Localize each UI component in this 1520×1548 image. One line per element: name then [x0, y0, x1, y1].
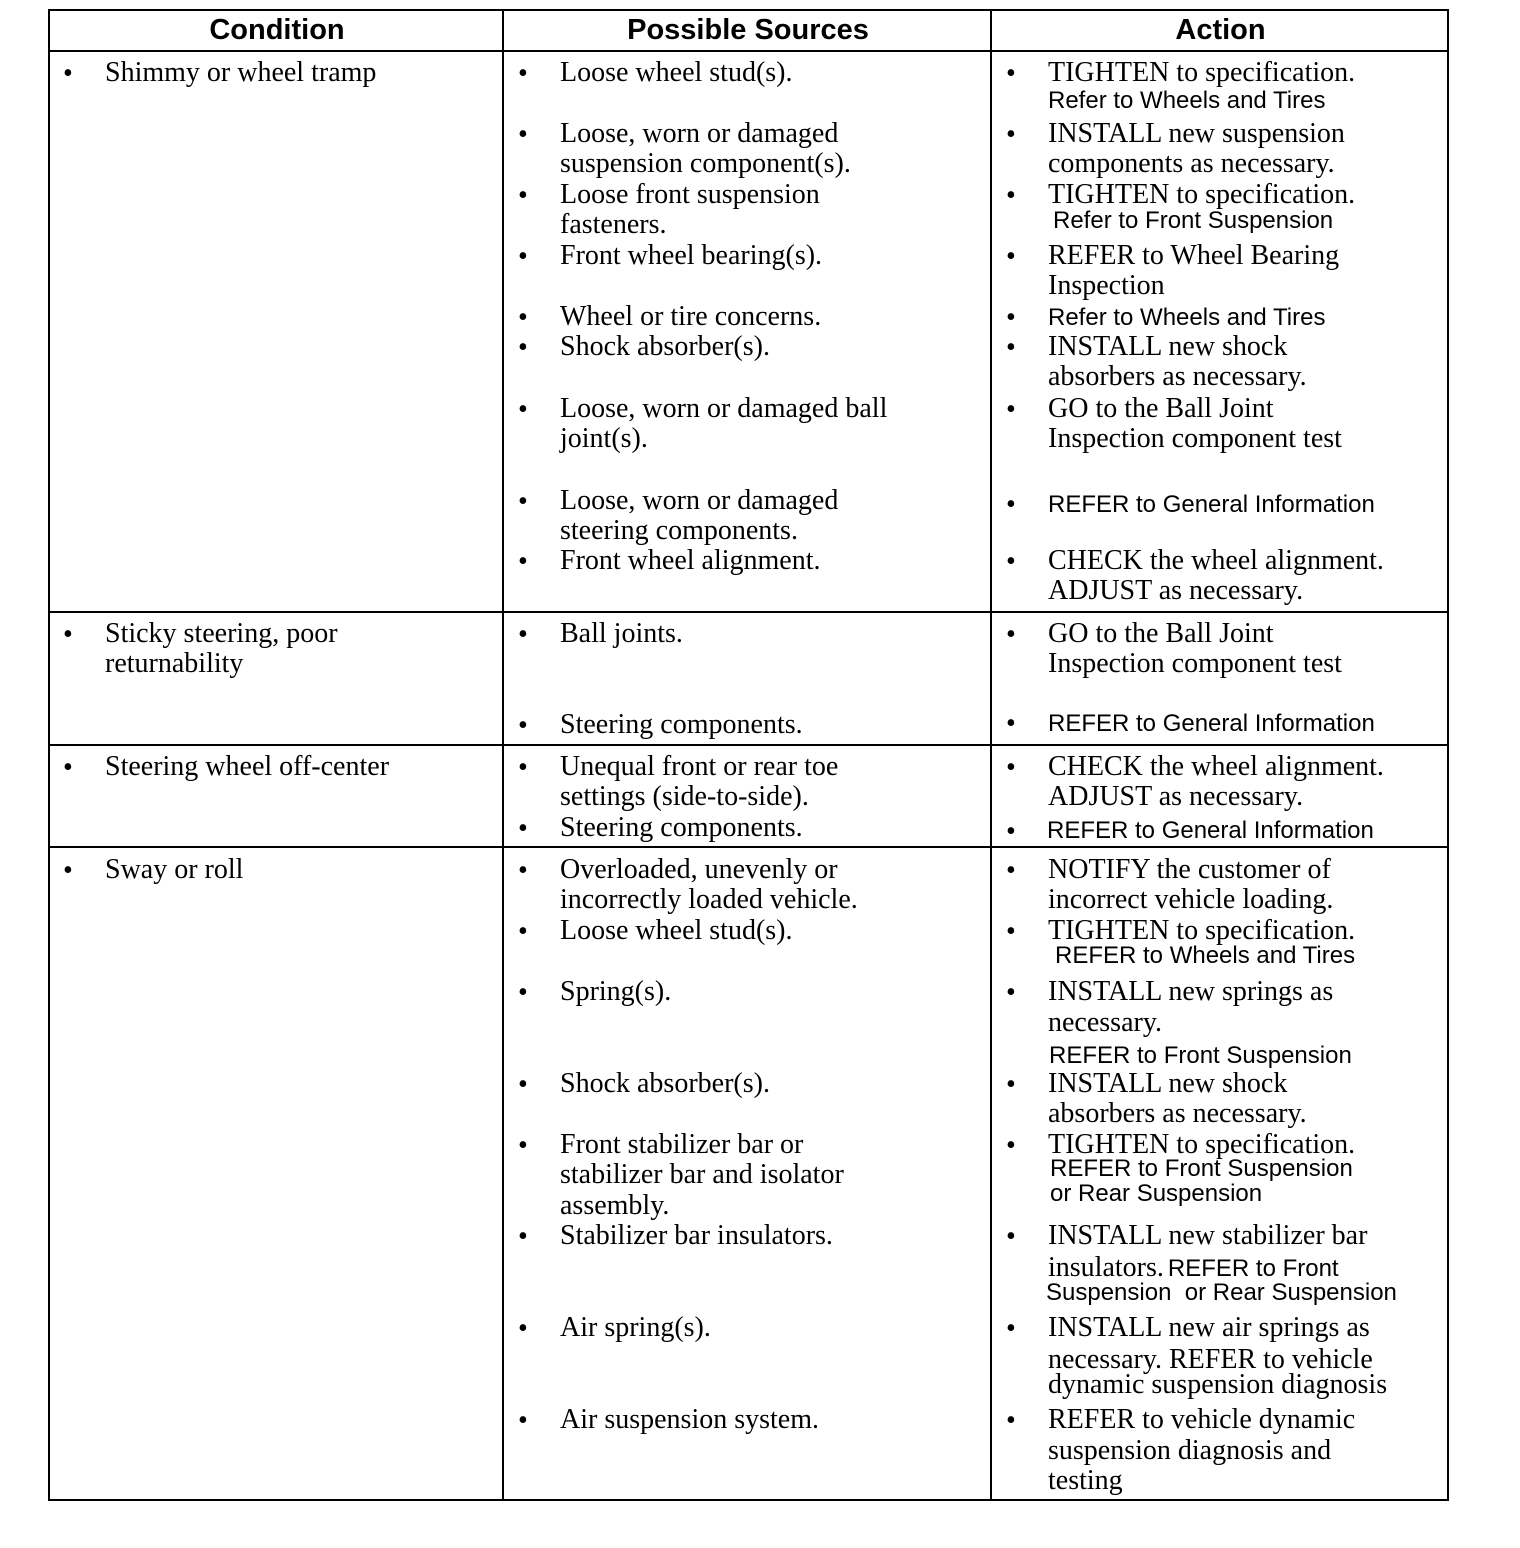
source-text: settings (side-to-side).	[560, 781, 809, 812]
row-divider	[48, 744, 1449, 746]
source-text: Air spring(s).	[560, 1312, 711, 1343]
bullet: •	[518, 752, 528, 783]
source-text: Loose front suspension	[560, 179, 820, 210]
condition-text: Sticky steering, poor	[105, 618, 338, 649]
bullet: •	[1006, 394, 1016, 425]
action-text: dynamic suspension diagnosis	[1048, 1369, 1388, 1400]
bullet: •	[1006, 1069, 1016, 1100]
bullet: •	[518, 1069, 528, 1100]
condition-text: Shimmy or wheel tramp	[105, 57, 377, 88]
source-text: Loose wheel stud(s).	[560, 57, 793, 88]
source-text: joint(s).	[560, 423, 648, 454]
bullet: •	[63, 58, 73, 89]
action-reference: Refer to Front Suspension	[1053, 207, 1334, 234]
column-divider	[990, 9, 992, 1501]
bullet: •	[1006, 180, 1016, 211]
header-condition: Condition	[209, 14, 345, 46]
bullet: •	[1006, 489, 1016, 520]
source-text: Overloaded, unevenly or	[560, 854, 838, 885]
condition-text: returnability	[105, 648, 244, 679]
source-text: Steering components.	[560, 812, 803, 843]
action-text: components as necessary.	[1048, 148, 1335, 179]
bullet: •	[1006, 977, 1016, 1008]
bullet: •	[518, 241, 528, 272]
action-text: Inspection	[1048, 270, 1165, 301]
action-reference: Suspension or Rear Suspension	[1046, 1279, 1397, 1306]
bullet: •	[1006, 1405, 1016, 1436]
source-text: Unequal front or rear toe	[560, 751, 839, 782]
action-text: CHECK the wheel alignment.	[1048, 751, 1384, 782]
action-text: Inspection component test	[1048, 648, 1342, 679]
action-text: TIGHTEN to specification.	[1048, 179, 1356, 210]
action-text: insulators.	[1048, 1252, 1164, 1283]
bullet: •	[1006, 546, 1016, 577]
bullet: •	[518, 546, 528, 577]
action-text: Inspection component test	[1048, 423, 1342, 454]
source-text: fasteners.	[560, 209, 667, 240]
bullet: •	[518, 710, 528, 741]
bullet: •	[1006, 619, 1016, 650]
bullet: •	[518, 486, 528, 517]
action-text: incorrect vehicle loading.	[1048, 884, 1334, 915]
bullet: •	[1006, 1221, 1016, 1252]
bullet: •	[518, 619, 528, 650]
source-text: Loose, worn or damaged	[560, 118, 839, 149]
action-text: ADJUST as necessary.	[1048, 575, 1304, 606]
action-reference: REFER to General Information	[1048, 491, 1375, 518]
condition-text: Steering wheel off-center	[105, 751, 390, 782]
action-text: INSTALL new springs as	[1048, 976, 1334, 1007]
source-text: steering components.	[560, 515, 798, 546]
bullet: •	[518, 58, 528, 89]
source-text: Ball joints.	[560, 618, 683, 649]
action-text: INSTALL new suspension	[1048, 118, 1345, 149]
table-border-left	[48, 9, 50, 1501]
bullet: •	[1006, 752, 1016, 783]
bullet: •	[1006, 332, 1016, 363]
action-text: INSTALL new stabilizer bar	[1048, 1220, 1368, 1251]
action-text: INSTALL new shock	[1048, 331, 1288, 362]
header-action: Action	[1175, 14, 1266, 46]
action-text: suspension diagnosis and	[1048, 1435, 1332, 1466]
header-divider	[48, 50, 1449, 52]
bullet: •	[1006, 855, 1016, 886]
source-text: Steering components.	[560, 709, 803, 740]
bullet: •	[1006, 816, 1016, 847]
action-text: REFER to vehicle dynamic	[1048, 1404, 1356, 1435]
action-reference: REFER to General Information	[1048, 710, 1375, 737]
table-border-bottom	[48, 1499, 1449, 1501]
bullet: •	[1006, 1313, 1016, 1344]
bullet: •	[518, 394, 528, 425]
source-text: Shock absorber(s).	[560, 1068, 770, 1099]
action-text: TIGHTEN to specification.	[1048, 57, 1356, 88]
source-text: incorrectly loaded vehicle.	[560, 884, 858, 915]
bullet: •	[518, 813, 528, 844]
bullet: •	[518, 1405, 528, 1436]
source-text: assembly.	[560, 1190, 670, 1221]
action-reference: Refer to Wheels and Tires	[1048, 304, 1326, 331]
action-reference: REFER to Front Suspension	[1050, 1155, 1353, 1182]
bullet: •	[1006, 119, 1016, 150]
action-text: REFER to Wheel Bearing	[1048, 240, 1340, 271]
bullet: •	[63, 619, 73, 650]
action-text: necessary. REFER to vehicle	[1048, 1344, 1373, 1375]
column-divider	[502, 9, 504, 1501]
source-text: Loose, worn or damaged ball	[560, 393, 888, 424]
bullet: •	[1006, 58, 1016, 89]
source-text: stabilizer bar and isolator	[560, 1159, 844, 1190]
action-reference: REFER to Wheels and Tires	[1055, 942, 1356, 969]
bullet: •	[1006, 1130, 1016, 1161]
source-text: Shock absorber(s).	[560, 331, 770, 362]
bullet: •	[518, 1221, 528, 1252]
source-text: Spring(s).	[560, 976, 672, 1007]
table-border-right	[1447, 9, 1449, 1501]
action-text: CHECK the wheel alignment.	[1048, 545, 1384, 576]
action-text: necessary.	[1048, 1007, 1163, 1038]
bullet: •	[518, 332, 528, 363]
source-text: Front stabilizer bar or	[560, 1129, 804, 1160]
bullet: •	[1006, 708, 1016, 739]
source-text: Front wheel alignment.	[560, 545, 821, 576]
bullet: •	[1006, 302, 1016, 333]
bullet: •	[518, 119, 528, 150]
action-reference: REFER to Front Suspension	[1049, 1042, 1352, 1069]
row-divider	[48, 846, 1449, 848]
action-reference: REFER to General Information	[1047, 817, 1374, 844]
bullet: •	[518, 302, 528, 333]
source-text: Stabilizer bar insulators.	[560, 1220, 833, 1251]
row-divider	[48, 611, 1449, 613]
bullet: •	[518, 916, 528, 947]
source-text: Front wheel bearing(s).	[560, 240, 823, 271]
action-text: GO to the Ball Joint	[1048, 393, 1274, 424]
bullet: •	[63, 855, 73, 886]
bullet: •	[518, 855, 528, 886]
action-text: INSTALL new shock	[1048, 1068, 1288, 1099]
action-text: absorbers as necessary.	[1048, 1098, 1307, 1129]
action-reference: or Rear Suspension	[1050, 1180, 1263, 1207]
header-possible-sources: Possible Sources	[627, 14, 869, 46]
action-text: INSTALL new air springs as	[1048, 1312, 1370, 1343]
action-reference: Refer to Wheels and Tires	[1048, 87, 1326, 114]
action-reference: REFER to Front	[1167, 1255, 1339, 1282]
action-text: GO to the Ball Joint	[1048, 618, 1274, 649]
source-text: suspension component(s).	[560, 148, 851, 179]
bullet: •	[518, 977, 528, 1008]
condition-text: Sway or roll	[105, 854, 244, 885]
source-text: Air suspension system.	[560, 1404, 819, 1435]
bullet: •	[518, 180, 528, 211]
action-text: testing	[1048, 1465, 1123, 1496]
action-text: TIGHTEN to specification.	[1048, 1129, 1356, 1160]
source-text: Wheel or tire concerns.	[560, 301, 822, 332]
bullet: •	[1006, 916, 1016, 947]
bullet: •	[63, 752, 73, 783]
bullet: •	[518, 1313, 528, 1344]
action-text: ADJUST as necessary.	[1048, 781, 1304, 812]
action-text: NOTIFY the customer of	[1048, 854, 1331, 885]
source-text: Loose wheel stud(s).	[560, 915, 793, 946]
action-text: absorbers as necessary.	[1048, 361, 1307, 392]
action-text: TIGHTEN to specification.	[1048, 915, 1356, 946]
bullet: •	[518, 1130, 528, 1161]
source-text: Loose, worn or damaged	[560, 485, 839, 516]
bullet: •	[1006, 241, 1016, 272]
